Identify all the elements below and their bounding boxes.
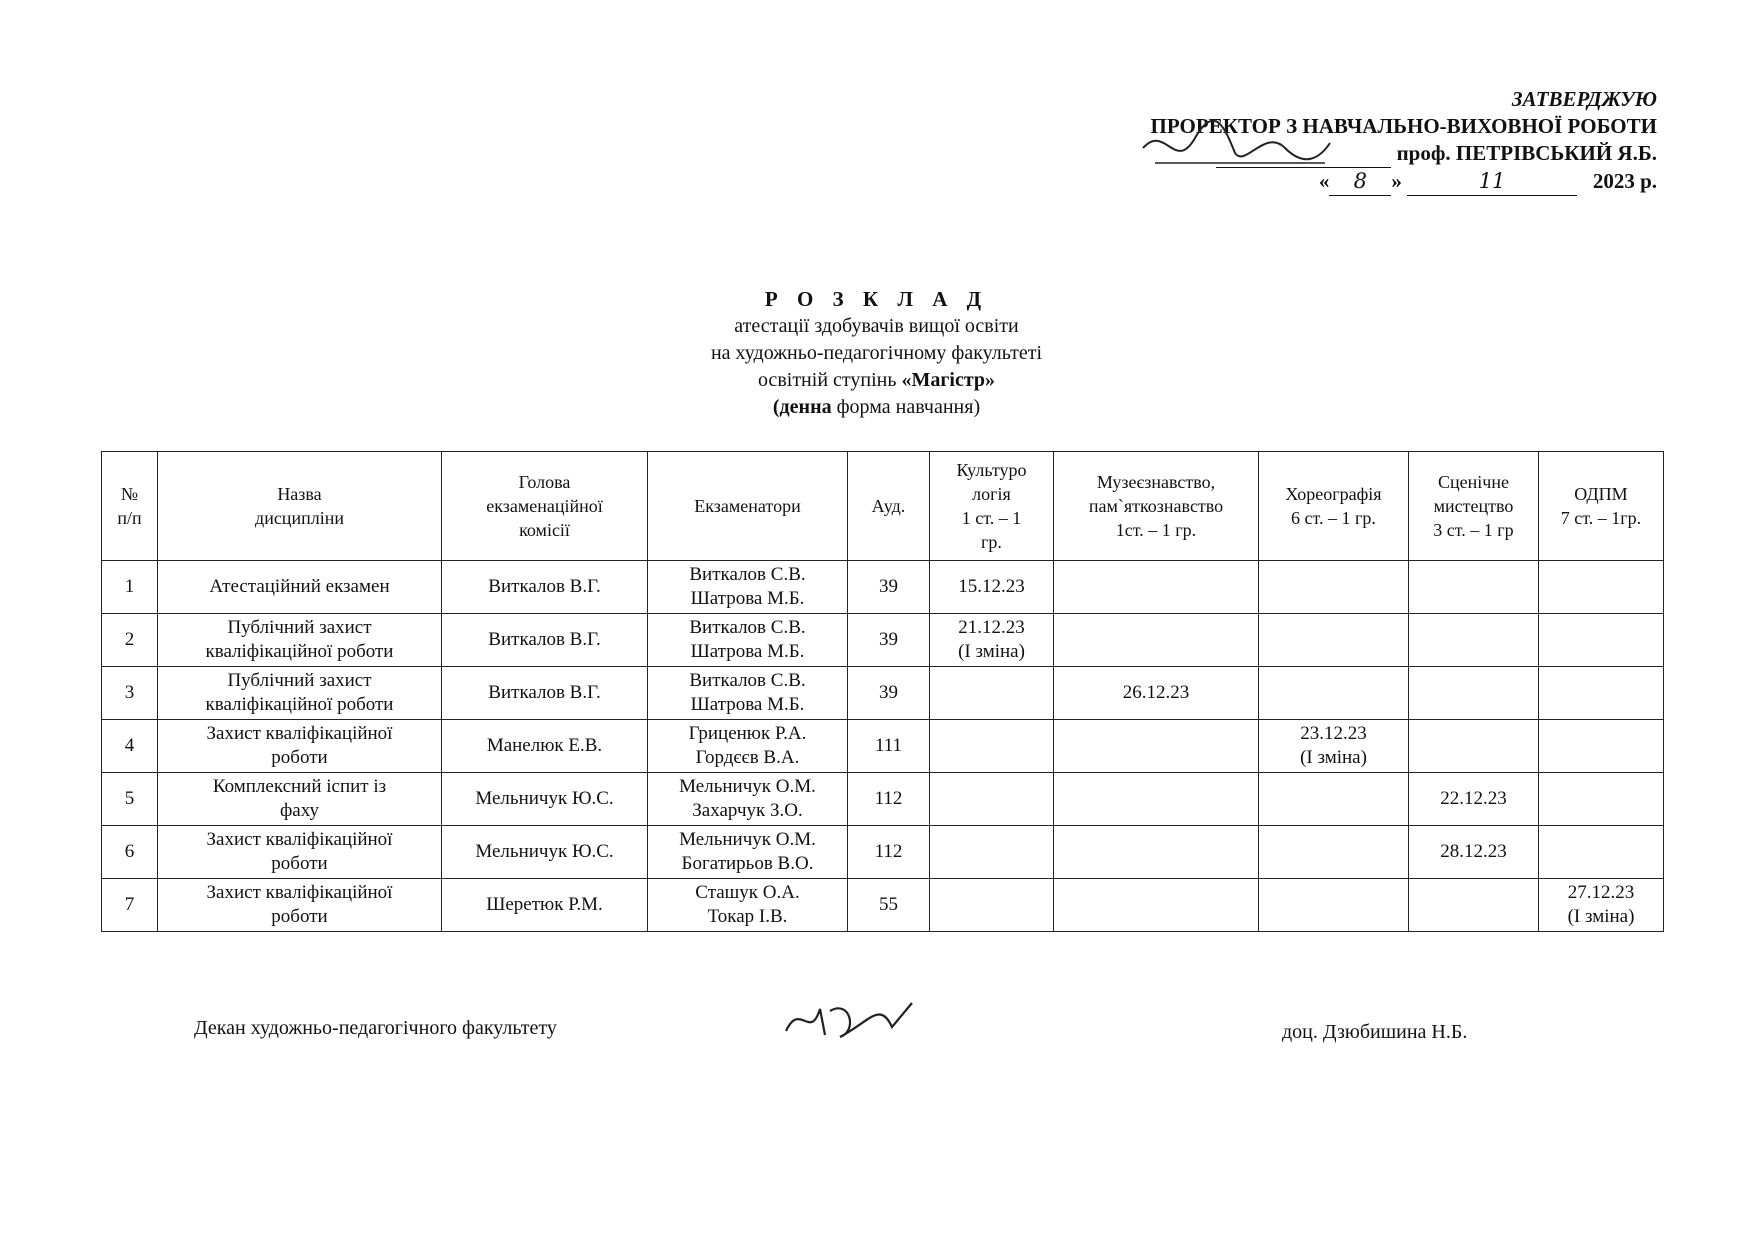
document-title: Р О З К Л А Д <box>764 287 989 311</box>
prorector-signature-icon <box>1135 118 1335 178</box>
table-cell <box>930 826 1054 879</box>
table-cell <box>930 879 1054 932</box>
heading-line-4 <box>0 394 1753 421</box>
table-cell <box>1539 561 1664 614</box>
heading-line-2: на художньо-педагогічному факультеті <box>710 342 1043 364</box>
study-form-bold: (денна <box>772 396 832 418</box>
table-cell <box>1054 614 1259 667</box>
table-cell <box>1054 720 1259 773</box>
header-cell: Голова екзаменаційної комісії <box>442 452 648 561</box>
table-cell: 5 <box>102 773 158 826</box>
table-cell: Виткалов В.Г. <box>442 614 648 667</box>
table-cell: 2 <box>102 614 158 667</box>
table-cell: 112 <box>848 826 930 879</box>
table-cell <box>1409 614 1539 667</box>
table-cell: Публічний захист кваліфікаційної роботи <box>158 667 442 720</box>
table-cell: 27.12.23 (І зміна) <box>1539 879 1664 932</box>
table-cell <box>1259 826 1409 879</box>
table-row <box>102 667 1664 720</box>
heading-line-3 <box>0 367 1753 394</box>
table-cell: 7 <box>102 879 158 932</box>
dean-signature-icon <box>780 991 920 1047</box>
table-cell: 39 <box>848 667 930 720</box>
table-cell: Манелюк Е.В. <box>442 720 648 773</box>
table-cell: Сташук О.А. Токар І.В. <box>648 879 848 932</box>
date-day: 8 <box>1329 168 1391 196</box>
table-cell: Гриценюк Р.А. Гордєєв В.А. <box>648 720 848 773</box>
table-row <box>102 614 1664 667</box>
table-cell <box>930 667 1054 720</box>
dean-label: Декан художньо-педагогічного факультету <box>194 1017 557 1039</box>
table-cell <box>1259 667 1409 720</box>
header-cell: Музеєзнавство, пам`яткознавство 1ст. – 1 гр. <box>1054 452 1259 561</box>
date-close-quote: » <box>1391 169 1402 193</box>
date-open-quote: « <box>1318 169 1330 193</box>
header-cell: Хореографія 6 ст. – 1 гр. <box>1259 452 1409 561</box>
header-cell: № п/п <box>102 452 158 561</box>
header-cell: Екзаменатори <box>648 452 848 561</box>
table-cell: Публічний захист кваліфікаційної роботи <box>158 614 442 667</box>
table-cell <box>930 773 1054 826</box>
study-form-rest: форма навчання) <box>831 396 981 418</box>
table-row <box>102 879 1664 932</box>
table-cell <box>1539 773 1664 826</box>
dean-name: доц. Дзюбишина Н.Б. <box>1282 1021 1468 1043</box>
table-cell: Мельничук Ю.С. <box>442 826 648 879</box>
table-cell: 55 <box>848 879 930 932</box>
date-year: 2023 р. <box>1592 169 1657 193</box>
table-row <box>102 720 1664 773</box>
schedule-body <box>102 561 1664 932</box>
table-cell <box>1409 667 1539 720</box>
table-cell <box>930 720 1054 773</box>
table-cell: Виткалов В.Г. <box>442 561 648 614</box>
table-row <box>102 561 1664 614</box>
table-cell: Захист кваліфікаційної роботи <box>158 879 442 932</box>
table-cell: Мельничук Ю.С. <box>442 773 648 826</box>
table-cell <box>1054 826 1259 879</box>
table-cell: 22.12.23 <box>1409 773 1539 826</box>
table-row <box>102 773 1664 826</box>
table-header-row <box>102 452 1664 561</box>
header-cell: ОДПМ 7 ст. – 1гр. <box>1539 452 1664 561</box>
table-cell: 112 <box>848 773 930 826</box>
table-cell <box>1539 720 1664 773</box>
table-cell: Виткалов С.В. Шатрова М.Б. <box>648 561 848 614</box>
table-cell: Комплексний іспит із фаху <box>158 773 442 826</box>
table-cell: 3 <box>102 667 158 720</box>
schedule-table <box>101 451 1664 932</box>
table-cell: Захист кваліфікаційної роботи <box>158 826 442 879</box>
table-cell <box>1259 614 1409 667</box>
table-cell <box>1539 614 1664 667</box>
header-cell: Ауд. <box>848 452 930 561</box>
table-cell: 111 <box>848 720 930 773</box>
degree-name: «Магістр» <box>901 369 996 391</box>
header-cell: Сценічне мистецтво 3 ст. – 1 гр <box>1409 452 1539 561</box>
table-cell <box>1259 773 1409 826</box>
table-cell: Виткалов С.В. Шатрова М.Б. <box>648 667 848 720</box>
table-cell: 21.12.23 (І зміна) <box>930 614 1054 667</box>
table-cell: Мельничук О.М. Захарчук З.О. <box>648 773 848 826</box>
degree-prefix: освітній ступінь <box>757 369 902 391</box>
approval-word: ЗАТВЕРДЖУЮ <box>1511 87 1657 111</box>
table-cell: 26.12.23 <box>1054 667 1259 720</box>
table-cell <box>1539 667 1664 720</box>
approval-position: ПРОРЕКТОР З НАВЧАЛЬНО-ВИХОВНОЇ РОБОТИ <box>1150 114 1657 138</box>
table-cell <box>1259 561 1409 614</box>
table-cell <box>1259 879 1409 932</box>
table-cell: 6 <box>102 826 158 879</box>
heading-line-1: атестації здобувачів вищої освіти <box>734 315 1019 337</box>
table-cell <box>1409 561 1539 614</box>
header-cell: Назва дисципліни <box>158 452 442 561</box>
table-cell: Захист кваліфікаційної роботи <box>158 720 442 773</box>
table-cell: 28.12.23 <box>1409 826 1539 879</box>
table-row <box>102 826 1664 879</box>
table-cell <box>1054 879 1259 932</box>
table-cell: 4 <box>102 720 158 773</box>
table-cell: Виткалов В.Г. <box>442 667 648 720</box>
table-cell: Атестаційний екзамен <box>158 561 442 614</box>
table-cell: Шеретюк Р.М. <box>442 879 648 932</box>
table-cell <box>1409 879 1539 932</box>
header-cell: Культуро логія 1 ст. – 1 гр. <box>930 452 1054 561</box>
table-cell: 39 <box>848 561 930 614</box>
table-cell <box>1054 561 1259 614</box>
table-cell: Виткалов С.В. Шатрова М.Б. <box>648 614 848 667</box>
date-month: 11 <box>1407 168 1577 196</box>
table-cell <box>1054 773 1259 826</box>
table-cell: Мельничук О.М. Богатирьов В.О. <box>648 826 848 879</box>
table-cell: 39 <box>848 614 930 667</box>
table-cell: 15.12.23 <box>930 561 1054 614</box>
table-cell <box>1539 826 1664 879</box>
table-cell: 23.12.23 (І зміна) <box>1259 720 1409 773</box>
document-heading <box>0 286 1753 421</box>
table-cell <box>1409 720 1539 773</box>
table-cell: 1 <box>102 561 158 614</box>
approval-name: проф. ПЕТРІВСЬКИЙ Я.Б. <box>1396 141 1657 165</box>
